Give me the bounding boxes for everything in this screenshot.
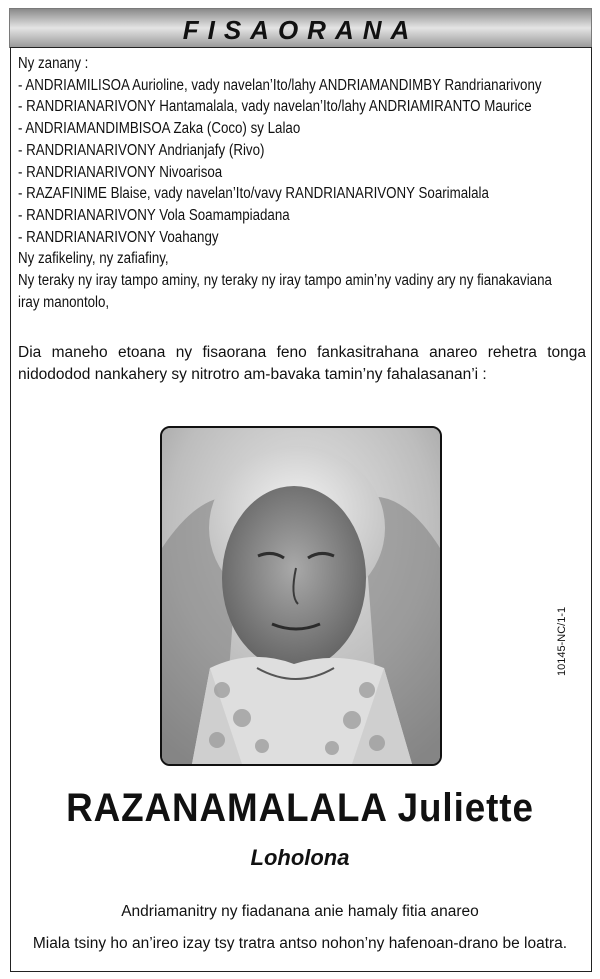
portrait-illustration xyxy=(162,428,440,764)
family-member: - RANDRIANARIVONY Voahangy xyxy=(18,228,219,246)
family-member: - ANDRIAMILISOA Aurioline, vady navelan’Ito/lahy ANDRIAMANDIMBY Randrianarivony xyxy=(18,76,542,94)
reference-code: 10145-NC/1-1 xyxy=(556,606,568,676)
grandchildren-line: Ny zafikeliny, ny zafiafiny, xyxy=(18,250,169,268)
family-member: - ANDRIAMANDIMBISOA Zaka (Coco) sy Lalao xyxy=(18,120,301,138)
portrait-photo xyxy=(160,426,442,766)
thanks-message: Dia maneho etoana ny fisaorana feno fankasitrahana anareo rehetra tonga nidododod nankahery sy nitrotro am-bavaka tamin’ny fahalasanan’i : xyxy=(18,344,586,383)
family-member: - RANDRIANARIVONY Andrianjafy (Rivo) xyxy=(18,141,265,159)
deceased-name: RAZANAMALALA Juliette xyxy=(66,786,534,830)
apology-line: Miala tsiny ho an’ireo izay tsy tratra antso nohon’ny hafenoan-drano be loatra. xyxy=(32,935,568,952)
blessing-line: Andriamanitry ny fiadanana anie hamaly fitia anareo xyxy=(121,903,479,920)
children-intro: Ny zanany : xyxy=(18,55,89,72)
family-list xyxy=(18,53,586,313)
relatives-line-continued: iray manontolo, xyxy=(18,293,110,311)
family-member: - RANDRIANARIVONY Vola Soamampiadana xyxy=(18,206,290,224)
relatives-line: Ny teraky ny iray tampo aminy, ny teraky ny iray tampo amin’ny vadiny ary ny fianakaviana xyxy=(18,272,552,290)
header-bar xyxy=(9,8,592,48)
header-title: FISAORANA xyxy=(182,15,419,45)
family-member: - RANDRIANARIVONY Nivoarisoa xyxy=(18,163,223,181)
family-member: - RAZAFINIME Blaise, vady navelan’Ito/vavy RANDRIANARIVONY Soarimalala xyxy=(18,185,489,203)
deceased-title: Loholona xyxy=(250,845,350,870)
family-member: - RANDRIANARIVONY Hantamalala, vady navelan’Ito/lahy ANDRIAMIRANTO Maurice xyxy=(18,98,532,116)
